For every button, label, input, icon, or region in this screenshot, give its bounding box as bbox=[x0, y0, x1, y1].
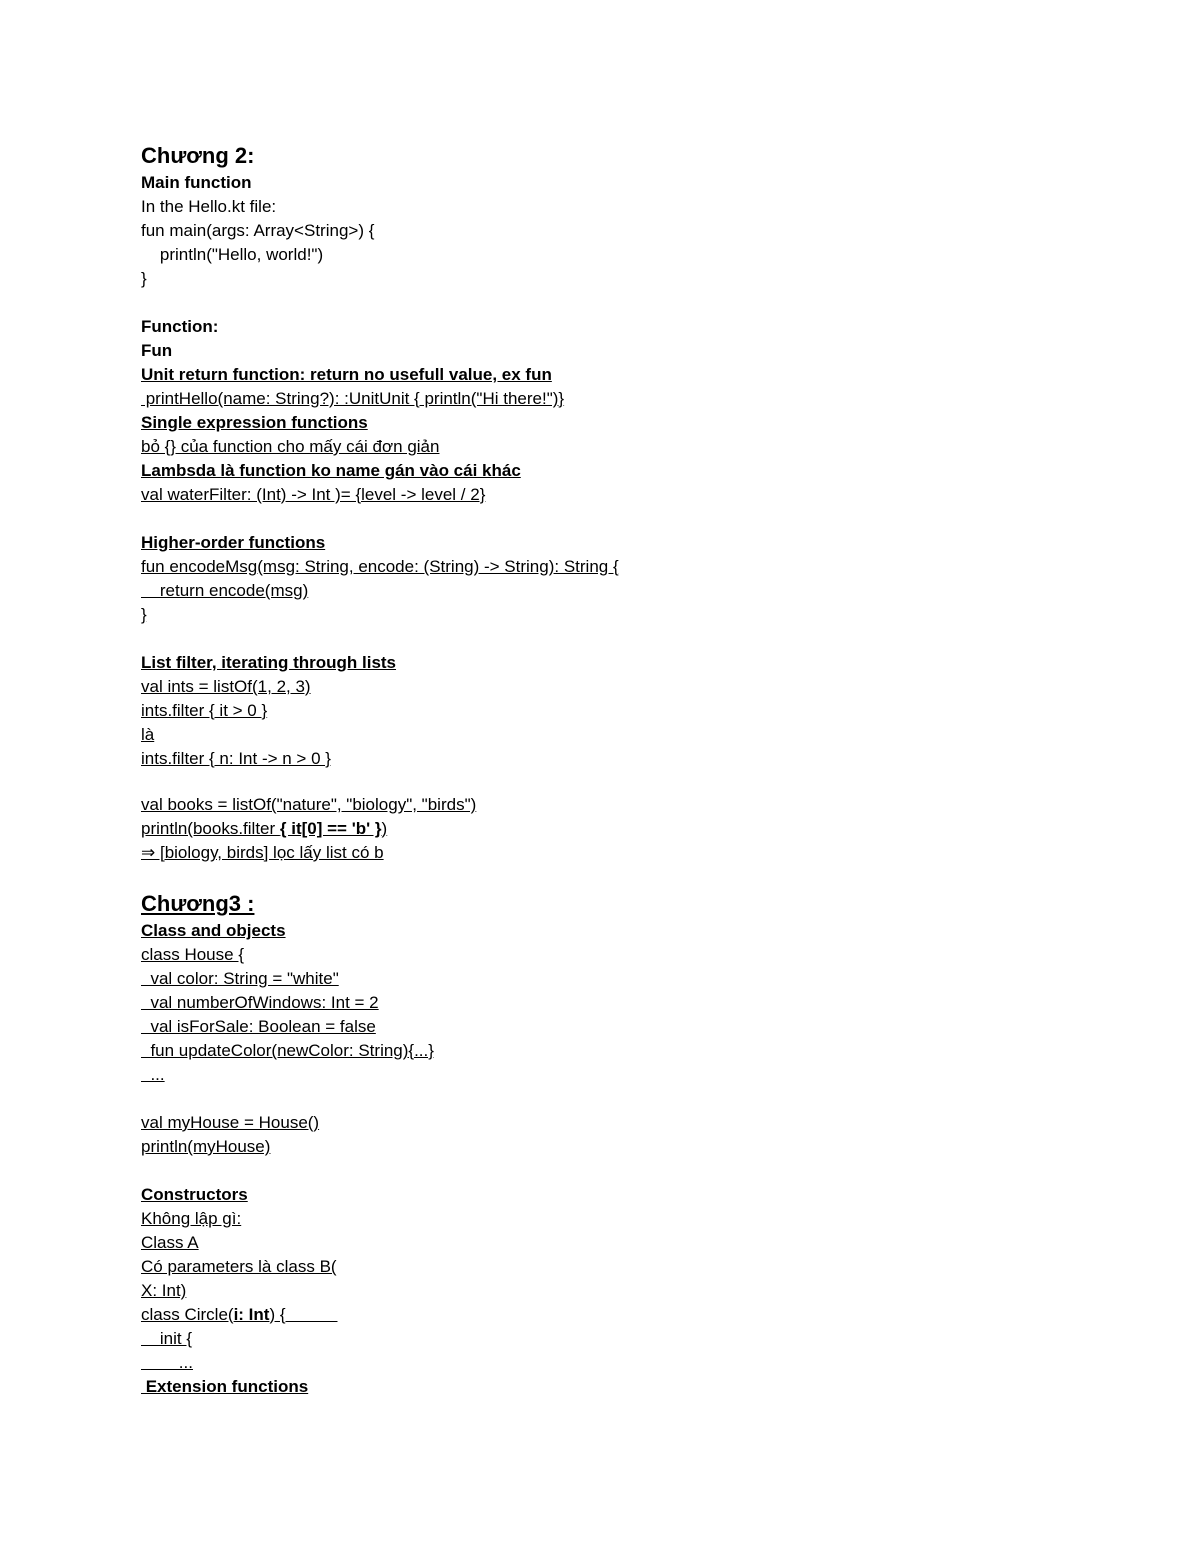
text-line: In the Hello.kt file: bbox=[141, 197, 277, 216]
single-expression-heading: Single expression functions bbox=[141, 413, 368, 432]
lambda-heading: Lambsda là function ko name gán vào cái khác bbox=[141, 461, 521, 480]
note-line: là bbox=[141, 725, 155, 744]
note-line: Có parameters là class B( bbox=[141, 1257, 337, 1276]
fun-keyword-label: Fun bbox=[141, 341, 173, 360]
function-heading: Function: bbox=[141, 317, 219, 336]
code-line: val numberOfWindows: Int = 2 bbox=[141, 993, 379, 1012]
code-part: ) bbox=[381, 819, 388, 838]
code-line: val books = listOf("nature", "biology", "birds") bbox=[141, 795, 477, 814]
document-body bbox=[141, 141, 1141, 1399]
code-line: println(myHouse) bbox=[141, 1137, 271, 1156]
note-line: Không lập gì: bbox=[141, 1209, 242, 1228]
code-line: ints.filter { n: Int -> n > 0 } bbox=[141, 749, 331, 768]
code-part: ) { bbox=[269, 1305, 338, 1324]
code-line: ... bbox=[141, 1353, 193, 1372]
code-line: fun main(args: Array<String>) { bbox=[141, 221, 375, 240]
code-line: ... bbox=[141, 1065, 165, 1084]
main-function-heading: Main function bbox=[141, 173, 252, 192]
code-part: println(books.filter bbox=[141, 819, 280, 838]
code-line: init { bbox=[141, 1329, 193, 1348]
chapter-3-title: Chương3 : bbox=[141, 891, 255, 916]
code-part-bold: i: Int bbox=[233, 1305, 270, 1324]
unit-return-heading: Unit return function: return no usefull value, ex fun bbox=[141, 365, 552, 384]
code-line: val myHouse = House() bbox=[141, 1113, 320, 1132]
constructors-heading: Constructors bbox=[141, 1185, 248, 1204]
code-line: X: Int) bbox=[141, 1281, 187, 1300]
class-objects-heading: Class and objects bbox=[141, 921, 286, 940]
chapter-2-title: Chương 2: bbox=[141, 143, 255, 168]
code-line: } bbox=[141, 605, 147, 624]
code-line: } bbox=[141, 269, 147, 288]
code-line: return encode(msg) bbox=[141, 581, 309, 600]
code-part-bold: { it[0] == 'b' } bbox=[279, 819, 382, 838]
note-line: ⇒ [biology, birds] lọc lấy list có b bbox=[141, 843, 384, 862]
code-line: val color: String = "white" bbox=[141, 969, 339, 988]
list-filter-heading: List filter, iterating through lists bbox=[141, 653, 397, 672]
code-part: class Circle( bbox=[141, 1305, 234, 1324]
code-line: val waterFilter: (Int) -> Int )= {level -> level / 2} bbox=[141, 485, 486, 504]
code-line bbox=[141, 817, 1141, 841]
code-line: class House { bbox=[141, 945, 244, 964]
code-line bbox=[141, 1303, 1141, 1327]
note-line: bỏ {} của function cho mấy cái đơn giản bbox=[141, 437, 440, 456]
extension-functions-heading: Extension functions bbox=[141, 1377, 309, 1396]
code-line: val isForSale: Boolean = false bbox=[141, 1017, 376, 1036]
code-line: printHello(name: String?): :UnitUnit { println("Hi there!")} bbox=[141, 389, 565, 408]
code-line: println("Hello, world!") bbox=[141, 245, 324, 264]
code-line: ints.filter { it > 0 } bbox=[141, 701, 268, 720]
code-line: fun encodeMsg(msg: String, encode: (String) -> String): String { bbox=[141, 557, 619, 576]
higher-order-heading: Higher-order functions bbox=[141, 533, 326, 552]
code-line: Class A bbox=[141, 1233, 199, 1252]
code-line: val ints = listOf(1, 2, 3) bbox=[141, 677, 311, 696]
code-line: fun updateColor(newColor: String){...} bbox=[141, 1041, 434, 1060]
